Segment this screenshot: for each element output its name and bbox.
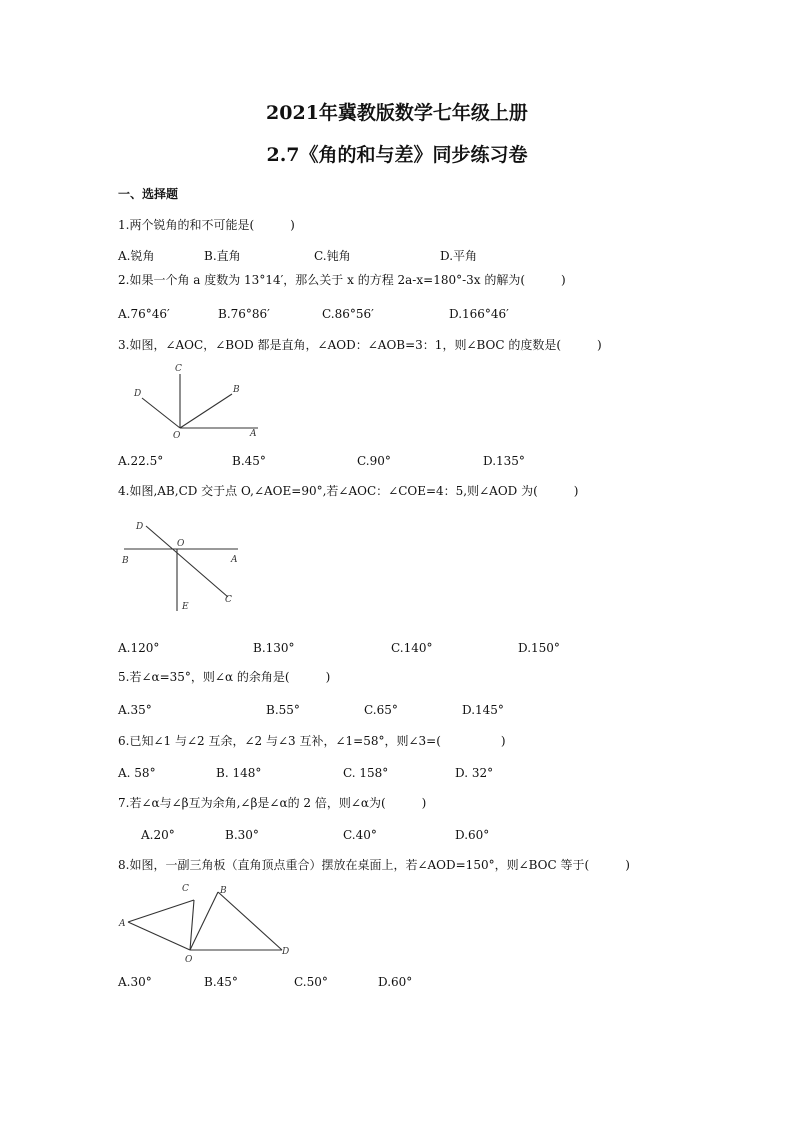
question-4-option-b: B.130° <box>253 641 295 655</box>
question-5-stem: 5.若∠α=35°，则∠α 的余角是( ) <box>118 670 331 684</box>
question-7-option-d: D.60° <box>455 828 490 842</box>
label-a: A <box>119 919 126 929</box>
question-5-option-b: B.55° <box>266 703 300 717</box>
question-2-option-c: C.86°56′ <box>322 307 374 321</box>
document-subtitle: 2.7《角的和与差》同步练习卷 <box>266 144 528 166</box>
label-o: O <box>173 431 181 441</box>
question-4-stem: 4.如图,AB,CD 交于点 O,∠AOE=90°,若∠AOC：∠COE=4：5,则∠AOD 为( ) <box>118 484 579 498</box>
question-7-option-c: C.40° <box>343 828 377 842</box>
question-3-option-b: B.45° <box>232 454 266 468</box>
ray-od <box>142 398 180 428</box>
question-8-stem: 8.如图，一副三角板（直角顶点重合）摆放在桌面上，若∠AOD=150°，则∠BOC 等于( ) <box>118 858 630 872</box>
question-1-option-a: A.锐角 <box>118 249 155 263</box>
question-4-option-d: D.150° <box>518 641 560 655</box>
question-8-option-d: D.60° <box>378 975 413 989</box>
label-d: D <box>134 389 142 399</box>
question-2-option-b: B.76°86′ <box>218 307 270 321</box>
question-5-option-c: C.65° <box>364 703 398 717</box>
label-o: O <box>177 539 185 549</box>
question-7-option-b: B.30° <box>225 828 259 842</box>
label-o: O <box>185 955 193 965</box>
label-d: D <box>282 947 290 957</box>
question-2-option-a: A.76°46′ <box>118 307 170 321</box>
question-3-stem: 3.如图，∠AOC，∠BOD 都是直角，∠AOD：∠AOB=3：1，则∠BOC 的度数是( ) <box>118 338 602 352</box>
label-b: B <box>233 385 240 395</box>
question-3-option-d: D.135° <box>483 454 525 468</box>
segment-ao <box>128 922 190 950</box>
question-7-option-a: A.20° <box>141 828 175 842</box>
ray-ob <box>180 394 232 428</box>
question-6-option-a: A. 58° <box>118 766 156 780</box>
segment-bd <box>218 892 282 950</box>
question-2-stem: 2.如果一个角 a 度数为 13°14′，那么关于 x 的方程 2a-x=180°-3x 的解为( ) <box>118 273 566 287</box>
question-3-figure <box>118 358 268 443</box>
question-2-option-d: D.166°46′ <box>449 307 509 321</box>
question-8-option-a: A.30° <box>118 975 152 989</box>
question-1-option-c: C.钝角 <box>314 249 351 263</box>
question-7-stem: 7.若∠α与∠β互为余角,∠β是∠α的 2 倍，则∠α为( ) <box>118 796 427 810</box>
question-3-option-a: A.22.5° <box>118 454 164 468</box>
section-heading: 一、选择题 <box>118 187 179 201</box>
label-c: C <box>182 884 189 894</box>
question-4-option-c: C.140° <box>391 641 433 655</box>
question-6-option-b: B. 148° <box>216 766 262 780</box>
label-b: B <box>122 556 129 566</box>
line-cd <box>146 526 228 597</box>
label-d: D <box>136 522 144 532</box>
label-a: A <box>250 429 257 439</box>
question-1-stem: 1.两个锐角的和不可能是( ) <box>118 218 295 232</box>
question-6-stem: 6.已知∠1 与∠2 互余，∠2 与∠3 互补，∠1=58°，则∠3=( ) <box>118 734 506 748</box>
segment-ac <box>128 900 194 922</box>
label-c: C <box>225 595 232 605</box>
question-3-option-c: C.90° <box>357 454 391 468</box>
label-e: E <box>182 602 189 612</box>
question-5-option-d: D.145° <box>462 703 504 717</box>
label-a: A <box>231 555 238 565</box>
question-6-option-c: C. 158° <box>343 766 389 780</box>
question-5-option-a: A.35° <box>118 703 152 717</box>
question-6-option-d: D. 32° <box>455 766 494 780</box>
question-4-figure <box>118 515 248 615</box>
question-8-option-c: C.50° <box>294 975 328 989</box>
label-b: B <box>220 886 227 896</box>
question-8-figure <box>118 880 298 965</box>
question-1-option-d: D.平角 <box>440 249 478 263</box>
question-1-option-b: B.直角 <box>204 249 241 263</box>
document-title: 2021年冀教版数学七年级上册 <box>266 102 528 124</box>
question-4-option-a: A.120° <box>118 641 160 655</box>
label-c: C <box>175 364 182 374</box>
question-8-option-b: B.45° <box>204 975 238 989</box>
